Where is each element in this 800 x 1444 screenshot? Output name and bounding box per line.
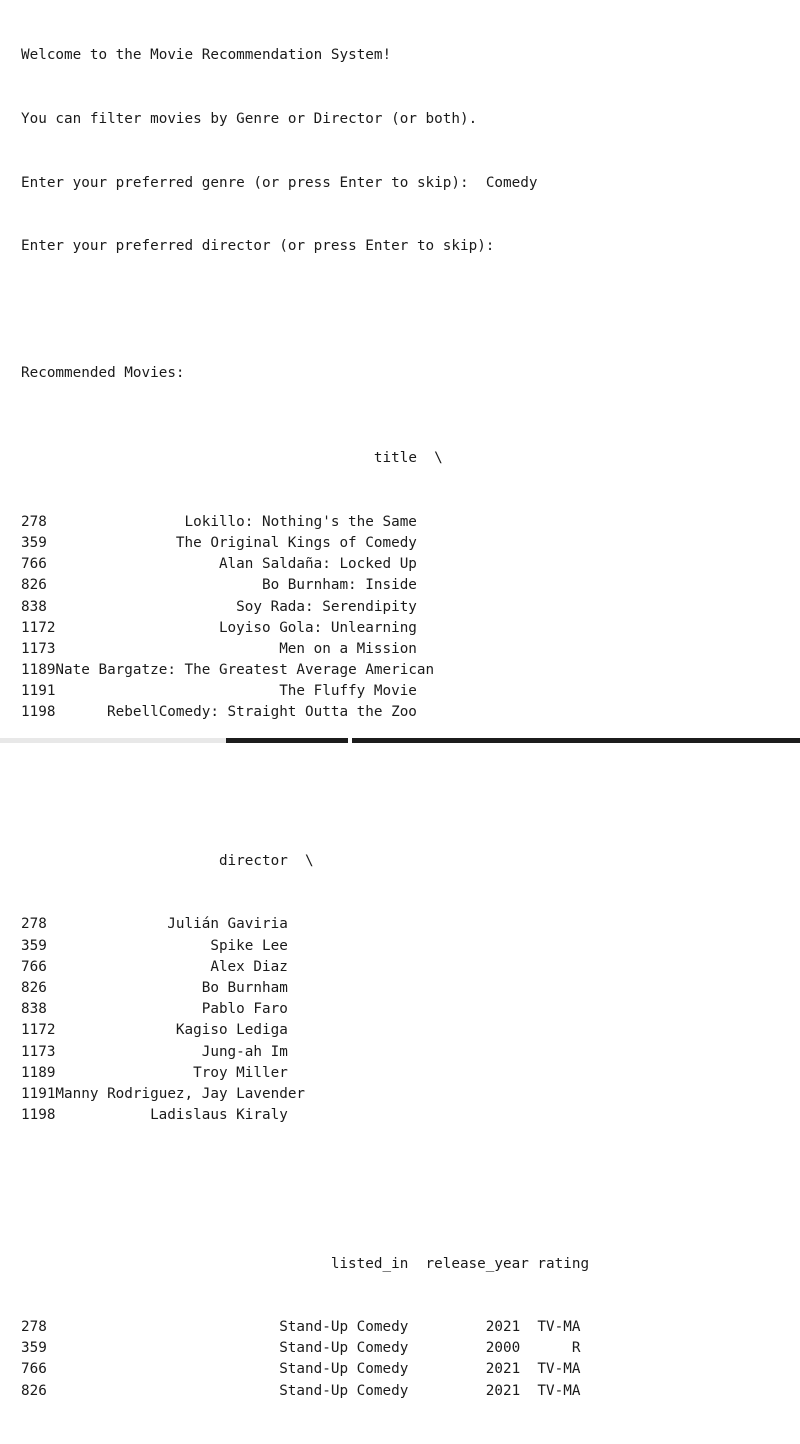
movie-rating: TV-MA bbox=[537, 1361, 581, 1378]
release-year-column-header: release_year bbox=[425, 1255, 529, 1272]
row-index: 1173 bbox=[21, 640, 56, 657]
row-index: 1189 bbox=[21, 1064, 56, 1081]
title-row bbox=[21, 512, 800, 533]
movie-title: Lokillo: Nothing's the Same bbox=[184, 513, 417, 530]
row-index: 1191 bbox=[21, 683, 56, 700]
row-index: 838 bbox=[21, 1001, 47, 1018]
movie-release-year: 2021 bbox=[485, 1361, 521, 1378]
director-row bbox=[21, 1063, 800, 1084]
row-index: 1189 bbox=[21, 662, 56, 679]
title-header-row bbox=[21, 448, 800, 469]
director-row bbox=[21, 936, 800, 957]
details-row bbox=[21, 1381, 800, 1402]
title-row bbox=[21, 639, 800, 660]
movie-director: Kagiso Lediga bbox=[175, 1022, 288, 1039]
title-row bbox=[21, 681, 800, 702]
row-index: 1173 bbox=[21, 1043, 56, 1060]
row-index: 359 bbox=[21, 1340, 47, 1357]
movie-release-year: 2000 bbox=[485, 1340, 521, 1357]
genre-prompt: Enter your preferred genre (or press Enter to skip): bbox=[21, 174, 486, 191]
row-index: 359 bbox=[21, 534, 47, 551]
movie-director: Bo Burnham bbox=[201, 980, 288, 996]
scrollbar-thumb[interactable] bbox=[226, 738, 800, 743]
row-index: 278 bbox=[21, 916, 47, 933]
movie-director: Manny Rodriguez, Jay Lavender bbox=[55, 1085, 306, 1102]
movie-title: Soy Rada: Serendipity bbox=[236, 598, 417, 615]
genre-prompt-line bbox=[21, 173, 800, 194]
details-row bbox=[21, 1359, 800, 1380]
genre-input-value[interactable]: Comedy bbox=[485, 174, 538, 191]
row-index: 1172 bbox=[21, 619, 56, 636]
details-row bbox=[21, 1338, 800, 1359]
row-index: 826 bbox=[21, 1382, 47, 1399]
movie-release-year: 2021 bbox=[485, 1382, 521, 1399]
director-prompt: Enter your preferred director (or press Enter to skip): bbox=[21, 238, 504, 255]
filter-info-line: You can filter movies by Genre or Director (or both). bbox=[21, 111, 478, 127]
title-row bbox=[21, 533, 800, 554]
row-index: 1198 bbox=[21, 704, 56, 721]
director-row bbox=[21, 978, 800, 999]
horizontal-scrollbar[interactable] bbox=[0, 738, 800, 743]
movie-listed-in: Stand-Up Comedy bbox=[279, 1382, 409, 1399]
title-row bbox=[21, 575, 800, 596]
row-index: 359 bbox=[21, 937, 47, 954]
movie-title: Alan Saldaña: Locked Up bbox=[218, 556, 417, 573]
movie-director: Ladislaus Kiraly bbox=[150, 1107, 288, 1124]
row-index: 766 bbox=[21, 556, 47, 573]
title-row bbox=[21, 597, 800, 618]
title-column-header: title bbox=[373, 450, 417, 467]
director-rows bbox=[21, 914, 800, 1126]
movie-director: Pablo Faro bbox=[201, 1001, 288, 1018]
movie-listed-in: Stand-Up Comedy bbox=[279, 1361, 409, 1378]
movie-title: The Fluffy Movie bbox=[279, 683, 417, 700]
row-index: 278 bbox=[21, 1319, 47, 1336]
director-row bbox=[21, 1042, 800, 1063]
movie-director: Troy Miller bbox=[193, 1064, 288, 1081]
movie-title: Loyiso Gola: Unlearning bbox=[218, 619, 417, 636]
details-rows bbox=[21, 1317, 800, 1402]
rating-column-header: rating bbox=[537, 1255, 590, 1272]
row-index: 766 bbox=[21, 1361, 47, 1378]
movie-title: RebellComedy: Straight Outta the Zoo bbox=[107, 704, 417, 721]
movie-title: Bo Burnham: Inside bbox=[261, 577, 417, 594]
movie-director: Julián Gaviria bbox=[167, 916, 288, 933]
blank-line bbox=[21, 300, 800, 321]
title-row bbox=[21, 554, 800, 575]
scrollbar-gap bbox=[348, 738, 352, 743]
row-index: 766 bbox=[21, 958, 47, 975]
blank-line bbox=[21, 787, 800, 808]
results-heading: Recommended Movies: bbox=[21, 365, 185, 382]
director-row bbox=[21, 1105, 800, 1126]
movie-title: Nate Bargatze: The Greatest Average American bbox=[55, 662, 435, 679]
movie-release-year: 2021 bbox=[485, 1319, 521, 1336]
movie-listed-in: Stand-Up Comedy bbox=[279, 1340, 409, 1357]
movie-listed-in: Stand-Up Comedy bbox=[279, 1319, 409, 1336]
title-rows bbox=[21, 512, 800, 724]
title-row bbox=[21, 702, 800, 723]
movie-director: Alex Diaz bbox=[210, 958, 288, 975]
title-row bbox=[21, 618, 800, 639]
row-index: 278 bbox=[21, 513, 47, 530]
director-row bbox=[21, 1084, 800, 1105]
director-header-row bbox=[21, 851, 800, 872]
details-row bbox=[21, 1317, 800, 1338]
movie-title: Men on a Mission bbox=[279, 640, 417, 657]
welcome-line: Welcome to the Movie Recommendation System! bbox=[21, 47, 392, 64]
blank-line bbox=[21, 1190, 800, 1211]
movie-director: Spike Lee bbox=[210, 937, 288, 954]
director-row bbox=[21, 999, 800, 1020]
movie-rating: TV-MA bbox=[537, 1382, 581, 1399]
director-row bbox=[21, 957, 800, 978]
movie-title: The Original Kings of Comedy bbox=[175, 534, 417, 551]
row-index: 826 bbox=[21, 577, 47, 594]
details-header-row bbox=[21, 1254, 800, 1275]
title-continuation-mark: \ bbox=[434, 450, 443, 467]
director-row bbox=[21, 1020, 800, 1041]
movie-director: Jung-ah Im bbox=[201, 1043, 288, 1060]
row-index: 826 bbox=[21, 980, 47, 996]
movie-rating: TV-MA bbox=[537, 1319, 581, 1336]
director-continuation-mark: \ bbox=[305, 852, 314, 869]
movie-rating: R bbox=[571, 1340, 581, 1357]
director-row bbox=[21, 914, 800, 935]
director-column-header: director bbox=[218, 852, 288, 869]
row-index: 1198 bbox=[21, 1107, 56, 1124]
row-index: 838 bbox=[21, 598, 47, 615]
listed-in-column-header: listed_in bbox=[330, 1255, 409, 1272]
director-prompt-line bbox=[21, 236, 800, 257]
row-index: 1172 bbox=[21, 1022, 56, 1039]
title-row bbox=[21, 660, 800, 681]
row-index: 1191 bbox=[21, 1085, 56, 1102]
